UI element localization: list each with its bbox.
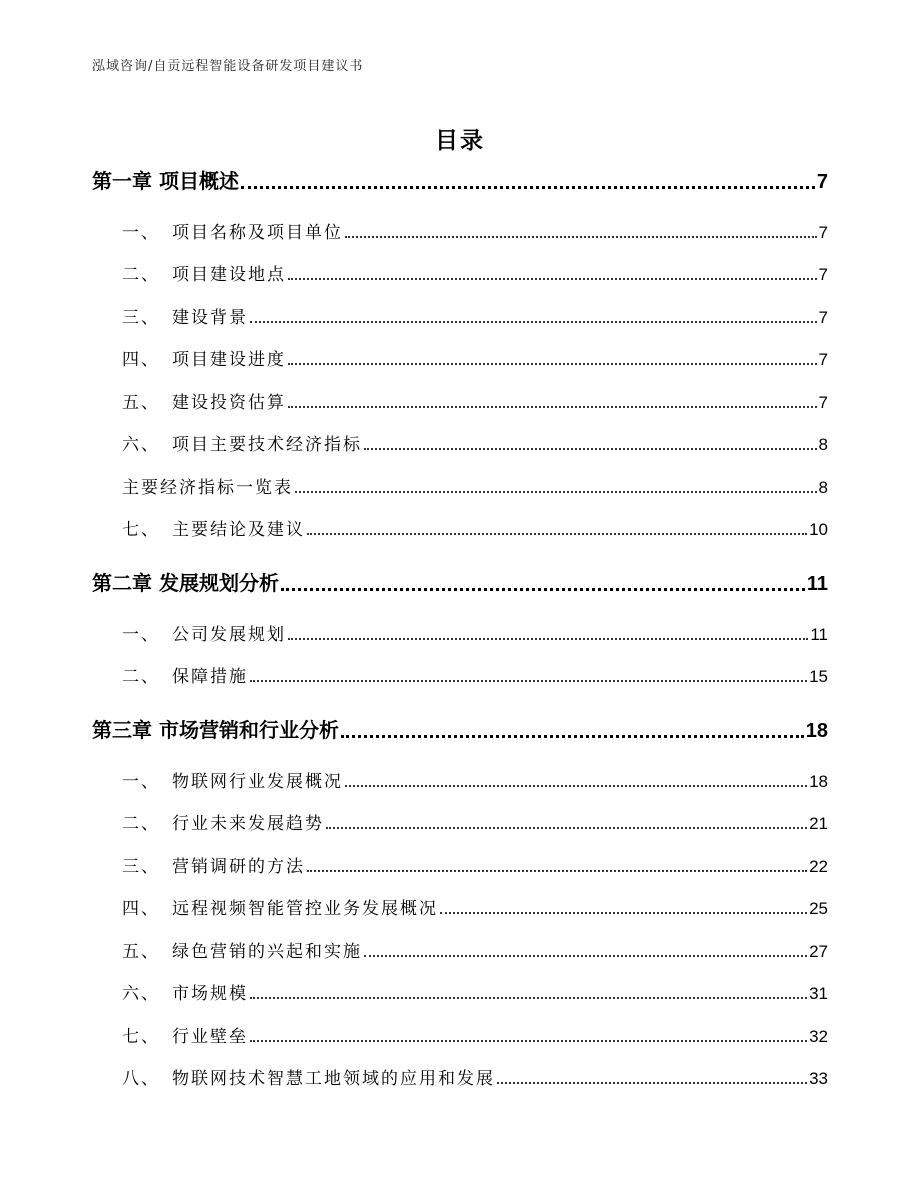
entry-page-number: 7 (818, 222, 828, 242)
entry-label: 公司发展规划 (172, 624, 286, 645)
dot-leader (497, 1082, 807, 1084)
entry-number: 一、 (122, 624, 160, 645)
dot-leader (250, 997, 807, 999)
entry-page-number: 18 (809, 771, 828, 791)
toc-chapter-entry[interactable] (92, 695, 828, 743)
entry-number: 八、 (122, 1069, 160, 1089)
entry-page-number: 11 (810, 624, 828, 644)
entry-number: 七、 (122, 1026, 160, 1047)
toc-section-entry[interactable] (92, 413, 828, 456)
toc-section-entry[interactable] (92, 1004, 828, 1047)
entry-page-number: 7 (816, 171, 828, 193)
toc-section-entry[interactable] (92, 602, 828, 645)
entry-label: 项目建设地点 (172, 265, 286, 285)
dot-leader (281, 588, 805, 591)
dot-leader (241, 186, 815, 189)
entry-label: 第一章 项目概述 (92, 169, 239, 193)
entry-page-number: 22 (809, 856, 828, 876)
dot-leader (345, 785, 807, 787)
toc-section-entry[interactable] (92, 877, 828, 920)
dot-leader (288, 278, 817, 280)
toc-section-entry[interactable] (92, 792, 828, 835)
entry-page-number: 27 (809, 941, 828, 961)
entry-label: 第二章 发展规划分析 (92, 571, 279, 595)
dot-leader (288, 638, 808, 640)
entry-label: 远程视频智能管控业务发展概况 (172, 899, 438, 919)
toc-section-entry[interactable] (92, 200, 828, 243)
toc-section-entry[interactable] (92, 1047, 828, 1090)
entry-number: 三、 (122, 307, 160, 328)
entry-page-number: 7 (818, 392, 828, 412)
dot-leader (250, 1040, 807, 1042)
entry-page-number: 18 (805, 720, 828, 742)
toc-section-entry[interactable] (92, 645, 828, 688)
toc-section-entry[interactable] (92, 919, 828, 962)
entry-page-number: 32 (809, 1026, 828, 1046)
entry-number: 二、 (122, 667, 160, 687)
entry-label: 项目名称及项目单位 (172, 222, 343, 243)
toc-section-entry[interactable] (92, 285, 828, 328)
entry-number: 三、 (122, 856, 160, 877)
entry-number: 一、 (122, 771, 160, 792)
entry-label: 行业壁垒 (172, 1026, 248, 1047)
entry-page-number: 7 (818, 265, 828, 284)
dot-leader (440, 912, 807, 914)
entry-number: 一、 (122, 222, 160, 243)
entry-label: 市场规模 (172, 984, 248, 1004)
dot-leader (288, 406, 817, 408)
entry-label: 建设投资估算 (172, 392, 286, 413)
dot-leader (288, 363, 817, 365)
entry-page-number: 31 (809, 984, 828, 1003)
entry-number: 七、 (122, 520, 160, 540)
toc-section-entry[interactable] (92, 498, 828, 541)
dot-leader (307, 533, 807, 535)
entry-number: 四、 (122, 899, 160, 919)
entry-page-number: 7 (818, 307, 828, 327)
entry-number: 四、 (122, 350, 160, 370)
dot-leader (364, 955, 807, 957)
entry-label: 绿色营销的兴起和实施 (172, 941, 362, 962)
dot-leader (307, 870, 807, 872)
toc-title: 目录 (435, 128, 485, 154)
running-header: 泓域咨询/自贡远程智能设备研发项目建议书 (92, 59, 364, 74)
toc-section-entry[interactable] (92, 328, 828, 371)
entry-label: 物联网技术智慧工地领域的应用和发展 (172, 1069, 495, 1089)
entry-label: 保障措施 (172, 667, 248, 687)
entry-label: 营销调研的方法 (172, 856, 305, 877)
entry-page-number: 7 (818, 350, 828, 369)
entry-number: 六、 (122, 435, 160, 455)
entry-label: 项目建设进度 (172, 350, 286, 370)
entry-page-number: 8 (818, 477, 828, 497)
toc-section-entry[interactable] (92, 749, 828, 792)
table-of-contents (92, 146, 828, 1089)
dot-leader (326, 827, 807, 829)
entry-label: 第三章 市场营销和行业分析 (92, 718, 339, 742)
dot-leader (250, 321, 817, 323)
entry-number: 五、 (122, 392, 160, 413)
toc-chapter-entry[interactable] (92, 548, 828, 596)
dot-leader (364, 448, 817, 450)
entry-number: 六、 (122, 984, 160, 1004)
entry-label: 主要结论及建议 (172, 520, 305, 540)
toc-section-entry[interactable] (92, 455, 828, 498)
entry-page-number: 15 (809, 667, 828, 686)
toc-section-entry[interactable] (92, 370, 828, 413)
toc-chapter-entry[interactable] (92, 146, 828, 194)
dot-leader (295, 491, 817, 493)
toc-section-entry[interactable] (92, 962, 828, 1005)
entry-number: 二、 (122, 265, 160, 285)
entry-number: 五、 (122, 941, 160, 962)
toc-section-entry[interactable] (92, 243, 828, 286)
entry-page-number: 21 (809, 814, 828, 833)
entry-page-number: 11 (806, 573, 828, 595)
toc-section-entry[interactable] (92, 834, 828, 877)
entry-label: 项目主要技术经济指标 (172, 435, 362, 455)
dot-leader (341, 735, 804, 738)
entry-label: 行业未来发展趋势 (172, 814, 324, 834)
entry-page-number: 10 (809, 520, 828, 539)
dot-leader (250, 680, 807, 682)
entry-page-number: 8 (818, 435, 828, 454)
entry-label: 建设背景 (172, 307, 248, 328)
entry-label: 主要经济指标一览表 (122, 477, 293, 498)
entry-page-number: 33 (809, 1069, 828, 1088)
entry-page-number: 25 (809, 899, 828, 918)
entry-label: 物联网行业发展概况 (172, 771, 343, 792)
entry-number: 二、 (122, 814, 160, 834)
dot-leader (345, 236, 817, 238)
